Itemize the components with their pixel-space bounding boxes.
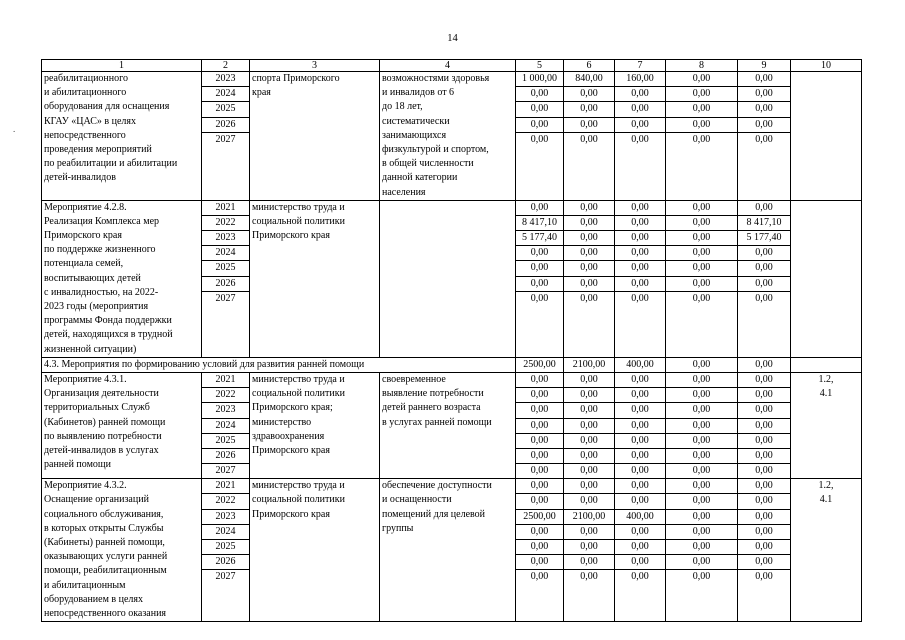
amount-value: 0,00	[615, 87, 665, 102]
column-header: 7	[615, 60, 666, 72]
amount-value: 0,00	[530, 465, 549, 477]
amount-value: 0,00	[564, 388, 614, 403]
amount-value: 0,00	[738, 419, 790, 434]
amount-value: 0,00	[666, 118, 737, 133]
amount-value: 160,00	[615, 72, 665, 87]
activity-name-line: (Кабинетов) ранней помощи	[44, 416, 166, 428]
program-table	[41, 59, 862, 622]
amount-value: 0,00	[738, 388, 790, 403]
year-value: 2022	[202, 388, 249, 403]
activity-name-cell	[42, 372, 202, 478]
activity-name-line: непосредственного оказания	[44, 607, 167, 619]
amount-value: 0,00	[615, 419, 665, 434]
amount-cell	[615, 200, 666, 357]
table-row	[42, 372, 862, 478]
activity-name-line: по поддержке жизненного	[44, 244, 156, 256]
amount-value: 0,00	[530, 133, 549, 145]
amount-value: 0,00	[530, 571, 549, 583]
section-row	[42, 357, 862, 372]
year-value: 2022	[202, 494, 249, 509]
indicator-cell	[791, 357, 862, 372]
amount-value: 0,00	[564, 231, 614, 246]
executor-line: края	[252, 87, 271, 99]
column-header: 3	[250, 60, 380, 72]
activity-name-line: по выявлению потребности	[44, 430, 162, 442]
amount-value: 0,00	[564, 419, 614, 434]
amount-value: 0,00	[516, 261, 563, 276]
amount-value: 0,00	[615, 216, 665, 231]
column-header: 10	[791, 60, 862, 72]
activity-name-line: оборудования для оснащения	[44, 101, 170, 113]
executor-line: Приморского края	[252, 230, 330, 242]
year-value: 2025	[202, 434, 249, 449]
amount-value: 0,00	[564, 403, 614, 418]
amount-value: 1 000,00	[516, 72, 563, 87]
executor-line: Приморского края	[252, 508, 330, 520]
amount-value: 0,00	[516, 87, 563, 102]
activity-name-line: оказывающих услуги ранней	[44, 551, 168, 563]
year-value: 2026	[202, 277, 249, 292]
amount-value: 840,00	[564, 72, 614, 87]
year-value: 2023	[202, 510, 249, 525]
amount-cell	[738, 357, 791, 372]
amount-value: 8 417,10	[738, 216, 790, 231]
amount-value: 0,00	[615, 388, 665, 403]
activity-name-cell	[42, 72, 202, 201]
amount-value: 0,00	[666, 510, 737, 525]
amount-value: 0,00	[564, 216, 614, 231]
amount-value: 0,00	[738, 373, 790, 388]
result-cell	[380, 72, 516, 201]
amount-value: 0,00	[666, 525, 737, 540]
amount-value: 0,00	[516, 525, 563, 540]
amount-value: 0,00	[666, 373, 737, 388]
result-cell	[380, 479, 516, 622]
executor-line: министерство	[252, 416, 312, 428]
amount-value: 0,00	[516, 102, 563, 117]
result-line: населения	[382, 186, 426, 198]
amount-value: 0,00	[666, 87, 737, 102]
result-line: помещений для целевой	[382, 508, 486, 520]
amount-value: 0,00	[666, 540, 737, 555]
activity-name-line: Мероприятие 4.3.1.	[44, 373, 127, 385]
amount-value: 0,00	[755, 292, 773, 304]
activity-name-line: и абилитационным	[44, 579, 126, 591]
amount-value: 0,00	[738, 261, 790, 276]
year-value: 2024	[202, 419, 249, 434]
year-value: 2023	[202, 403, 249, 418]
result-line: детей раннего возраста	[382, 402, 481, 414]
year-cell	[202, 72, 250, 201]
amount-value: 0,00	[516, 403, 563, 418]
year-value: 2026	[202, 449, 249, 464]
activity-name-line: проведения мероприятий	[44, 143, 152, 155]
amount-value: 0,00	[692, 358, 711, 370]
amount-value: 0,00	[516, 540, 563, 555]
amount-value: 0,00	[738, 118, 790, 133]
amount-value: 0,00	[516, 373, 563, 388]
amount-cell	[516, 479, 564, 622]
activity-name-line: Оснащение организаций	[44, 494, 149, 506]
amount-value: 0,00	[738, 479, 790, 494]
amount-value: 0,00	[738, 246, 790, 261]
activity-name-line: с инвалидностью, на 2022-	[44, 286, 159, 298]
table-row	[42, 479, 862, 622]
amount-value: 0,00	[564, 87, 614, 102]
result-line: занимающихся	[382, 129, 447, 141]
activity-name-line: реабилитационного	[44, 73, 128, 84]
amount-value: 0,00	[738, 201, 790, 216]
amount-value: 0,00	[738, 525, 790, 540]
amount-value: 0,00	[666, 479, 737, 494]
amount-value: 5 177,40	[516, 231, 563, 246]
result-cell	[380, 372, 516, 478]
column-header: 1	[42, 60, 202, 72]
amount-cell	[615, 479, 666, 622]
amount-value: 0,00	[615, 525, 665, 540]
executor-line: социальной политики	[252, 388, 345, 400]
amount-cell	[615, 72, 666, 201]
year-value: 2027	[215, 133, 236, 145]
activity-name-line: (Кабинеты) ранней помощи,	[44, 537, 165, 549]
executor-line: социальной политики	[252, 494, 345, 506]
amount-value: 0,00	[580, 292, 598, 304]
amount-cell	[738, 479, 791, 622]
year-value: 2024	[202, 525, 249, 540]
executor-line: министерство труда и	[252, 201, 345, 213]
column-header: 9	[738, 60, 791, 72]
column-header: 2	[202, 60, 250, 72]
amount-cell	[738, 372, 791, 478]
amount-value: 0,00	[615, 540, 665, 555]
activity-name-line: детей, находящихся в трудной	[44, 329, 173, 341]
amount-value: 2500,00	[516, 510, 563, 525]
amount-value: 0,00	[755, 133, 773, 145]
activity-name-line: КГАУ «ЦАС» в целях	[44, 115, 137, 127]
amount-value: 0,00	[631, 465, 649, 477]
amount-value: 0,00	[564, 525, 614, 540]
indicator-line: 1.2,	[818, 373, 834, 385]
amount-value: 400,00	[615, 510, 665, 525]
amount-value: 0,00	[666, 246, 737, 261]
amount-value: 0,00	[738, 540, 790, 555]
amount-value: 0,00	[631, 133, 649, 145]
amount-value: 0,00	[615, 373, 665, 388]
amount-value: 5 177,40	[738, 231, 790, 246]
amount-value: 0,00	[564, 479, 614, 494]
year-value: 2025	[202, 261, 249, 276]
activity-name-cell	[42, 479, 202, 622]
amount-cell	[666, 357, 738, 372]
amount-value: 0,00	[615, 246, 665, 261]
amount-value: 0,00	[516, 555, 563, 570]
section-title: 4.3. Мероприятия по формированию условий для развития ранней помощи	[42, 357, 516, 372]
amount-value: 0,00	[738, 277, 790, 292]
column-header: 5	[516, 60, 564, 72]
activity-name-line: оборудованием в целях	[44, 593, 144, 605]
amount-value: 0,00	[738, 102, 790, 117]
amount-value: 0,00	[516, 277, 563, 292]
amount-value: 0,00	[516, 419, 563, 434]
amount-value: 0,00	[666, 102, 737, 117]
activity-name-line: в которых открыты Службы	[44, 522, 164, 534]
amount-cell	[516, 372, 564, 478]
amount-value: 2100,00	[564, 510, 614, 525]
amount-value: 0,00	[738, 555, 790, 570]
amount-value: 0,00	[631, 571, 649, 583]
activity-name-line: социального обслуживания,	[44, 508, 164, 520]
executor-line: Приморского края	[252, 444, 330, 456]
amount-value: 0,00	[615, 403, 665, 418]
year-value: 2022	[202, 216, 249, 231]
amount-value: 0,00	[666, 201, 737, 216]
result-line: своевременное	[382, 373, 446, 385]
amount-value: 0,00	[666, 277, 737, 292]
amount-value: 0,00	[516, 118, 563, 133]
amount-value: 0,00	[564, 246, 614, 261]
amount-value: 0,00	[564, 555, 614, 570]
amount-value: 0,00	[615, 449, 665, 464]
amount-value: 0,00	[516, 449, 563, 464]
activity-name-line: потенциала семей,	[44, 258, 124, 270]
activity-name-line: территориальных Служб	[44, 402, 150, 414]
year-value: 2021	[202, 479, 249, 494]
amount-cell	[564, 372, 615, 478]
amount-value: 0,00	[580, 465, 598, 477]
table-row	[42, 72, 862, 201]
amount-value: 0,00	[516, 246, 563, 261]
amount-value: 0,00	[564, 118, 614, 133]
amount-value: 0,00	[516, 388, 563, 403]
amount-value: 0,00	[738, 87, 790, 102]
amount-cell	[666, 200, 738, 357]
table-body	[42, 60, 862, 622]
column-header: 4	[380, 60, 516, 72]
amount-value: 0,00	[666, 494, 737, 509]
executor-line: здравоохранения	[252, 430, 325, 442]
amount-value: 0,00	[615, 434, 665, 449]
amount-value: 0,00	[738, 494, 790, 509]
amount-value: 0,00	[692, 465, 711, 477]
amount-value: 0,00	[580, 571, 598, 583]
amount-value: 0,00	[666, 419, 737, 434]
amount-value: 0,00	[692, 292, 711, 304]
amount-value: 0,00	[516, 479, 563, 494]
amount-value: 0,00	[615, 479, 665, 494]
executor-cell	[250, 479, 380, 622]
amount-value: 0,00	[615, 555, 665, 570]
activity-name-line: детей-инвалидов в услугах	[44, 444, 159, 456]
activity-name-line: помощи, реабилитационным	[44, 565, 167, 577]
amount-cell	[516, 200, 564, 357]
amount-value: 0,00	[738, 72, 790, 87]
amount-value: 0,00	[615, 231, 665, 246]
column-header: 6	[564, 60, 615, 72]
indicator-cell	[791, 372, 862, 478]
result-line: группы	[382, 522, 414, 534]
amount-value: 0,00	[564, 449, 614, 464]
result-line: и инвалидов от 6	[382, 87, 455, 99]
activity-name-line: и абилитационного	[44, 87, 127, 99]
activity-name-line: программы Фонда поддержки	[44, 315, 172, 327]
amount-cell	[564, 72, 615, 201]
amount-value: 0,00	[615, 118, 665, 133]
amount-value: 0,00	[615, 201, 665, 216]
amount-cell	[666, 479, 738, 622]
result-line: в общей численности	[382, 158, 474, 170]
amount-cell	[666, 372, 738, 478]
result-cell	[380, 200, 516, 357]
year-value: 2023	[202, 231, 249, 246]
activity-name-line: детей-инвалидов	[44, 172, 116, 184]
amount-value: 0,00	[755, 571, 773, 583]
year-value: 2027	[215, 292, 236, 304]
result-line: физкультурой и спортом,	[382, 143, 489, 155]
result-line: возможностями здоровья	[382, 73, 490, 84]
amount-value: 0,00	[738, 434, 790, 449]
amount-value: 0,00	[755, 358, 773, 370]
year-value: 2023	[202, 72, 249, 87]
executor-line: министерство труда и	[252, 373, 345, 385]
page-number: 14	[447, 33, 458, 44]
result-line: обеспечение доступности	[382, 480, 492, 492]
amount-value: 0,00	[564, 201, 614, 216]
amount-cell	[615, 372, 666, 478]
activity-name-line: непосредственного	[44, 129, 126, 141]
amount-value: 0,00	[615, 102, 665, 117]
activity-name-line: 2023 годы (мероприятия	[44, 301, 149, 312]
amount-cell	[666, 72, 738, 201]
year-value: 2026	[202, 555, 249, 570]
amount-value: 0,00	[666, 231, 737, 246]
amount-value: 0,00	[580, 133, 598, 145]
amount-value: 2100,00	[572, 358, 606, 370]
indicator-cell	[791, 72, 862, 201]
activity-name-line: по реабилитации и абилитации	[44, 158, 178, 170]
year-cell	[202, 372, 250, 478]
amount-cell	[615, 357, 666, 372]
result-line: до 18 лет,	[382, 101, 423, 113]
column-header: 8	[666, 60, 738, 72]
year-value: 2026	[202, 118, 249, 133]
year-value: 2025	[202, 102, 249, 117]
amount-cell	[564, 479, 615, 622]
activity-name-line: жизненной ситуации)	[44, 343, 137, 355]
amount-value: 0,00	[564, 373, 614, 388]
year-value: 2025	[202, 540, 249, 555]
amount-value: 0,00	[738, 449, 790, 464]
result-line: выявление потребности	[382, 388, 484, 400]
amount-value: 0,00	[564, 261, 614, 276]
activity-name-line: Реализация Комплекса мер	[44, 215, 160, 227]
amount-value: 0,00	[666, 449, 737, 464]
indicator-line: 1.2,	[818, 480, 834, 492]
amount-value: 0,00	[615, 261, 665, 276]
executor-cell	[250, 372, 380, 478]
table-row	[42, 200, 862, 357]
amount-value: 8 417,10	[516, 216, 563, 231]
amount-value: 400,00	[626, 358, 654, 370]
indicator-cell	[791, 479, 862, 622]
executor-line: Приморского края;	[252, 402, 333, 414]
result-line: и оснащенности	[382, 494, 452, 506]
year-cell	[202, 200, 250, 357]
amount-value: 0,00	[666, 72, 737, 87]
activity-name-line: Мероприятие 4.2.8.	[44, 201, 127, 213]
amount-value: 2500,00	[523, 358, 556, 370]
amount-value: 0,00	[666, 261, 737, 276]
amount-value: 0,00	[615, 277, 665, 292]
amount-value: 0,00	[631, 292, 649, 304]
amount-cell	[738, 200, 791, 357]
amount-cell	[564, 357, 615, 372]
year-cell	[202, 479, 250, 622]
executor-line: спорта Приморского	[252, 73, 340, 84]
amount-value: 0,00	[666, 555, 737, 570]
activity-name-cell	[42, 200, 202, 357]
activity-name-line: Организация деятельности	[44, 388, 159, 400]
result-line: в услугах ранней помощи	[382, 416, 492, 428]
amount-value: 0,00	[564, 277, 614, 292]
amount-value: 0,00	[692, 133, 711, 145]
year-value: 2027	[215, 465, 236, 477]
amount-value: 0,00	[516, 434, 563, 449]
executor-line: министерство труда и	[252, 480, 345, 492]
column-header-row	[42, 60, 862, 72]
amount-value: 0,00	[666, 434, 737, 449]
amount-cell	[738, 72, 791, 201]
indicator-line: 4.1	[819, 494, 833, 506]
amount-value: 0,00	[516, 494, 563, 509]
year-value: 2021	[202, 373, 249, 388]
amount-value: 0,00	[666, 388, 737, 403]
year-value: 2027	[215, 571, 236, 583]
indicator-line: 4.1	[819, 388, 833, 400]
amount-value: 0,00	[564, 494, 614, 509]
executor-cell	[250, 200, 380, 357]
activity-name-line: Приморского края	[44, 230, 122, 242]
amount-cell	[516, 357, 564, 372]
result-line: данной категории	[382, 172, 458, 184]
amount-value: 0,00	[666, 403, 737, 418]
indicator-cell	[791, 200, 862, 357]
amount-value: 0,00	[564, 102, 614, 117]
amount-cell	[564, 200, 615, 357]
amount-value: 0,00	[666, 216, 737, 231]
amount-value: 0,00	[738, 403, 790, 418]
year-value: 2024	[202, 246, 249, 261]
executor-line: социальной политики	[252, 215, 345, 227]
amount-value: 0,00	[516, 201, 563, 216]
activity-name-line: Мероприятие 4.3.2.	[44, 480, 127, 492]
amount-value: 0,00	[564, 434, 614, 449]
executor-cell	[250, 72, 380, 201]
amount-value: 0,00	[530, 292, 549, 304]
margin-mark: .	[13, 124, 16, 134]
amount-cell	[516, 72, 564, 201]
amount-value: 0,00	[755, 465, 773, 477]
activity-name-line: воспитывающих детей	[44, 272, 141, 284]
activity-name-line: ранней помощи	[44, 459, 111, 471]
amount-value: 0,00	[692, 571, 711, 583]
year-value: 2021	[202, 201, 249, 216]
result-line: систематически	[382, 115, 450, 127]
amount-value: 0,00	[615, 494, 665, 509]
amount-value: 0,00	[564, 540, 614, 555]
year-value: 2024	[202, 87, 249, 102]
amount-value: 0,00	[738, 510, 790, 525]
